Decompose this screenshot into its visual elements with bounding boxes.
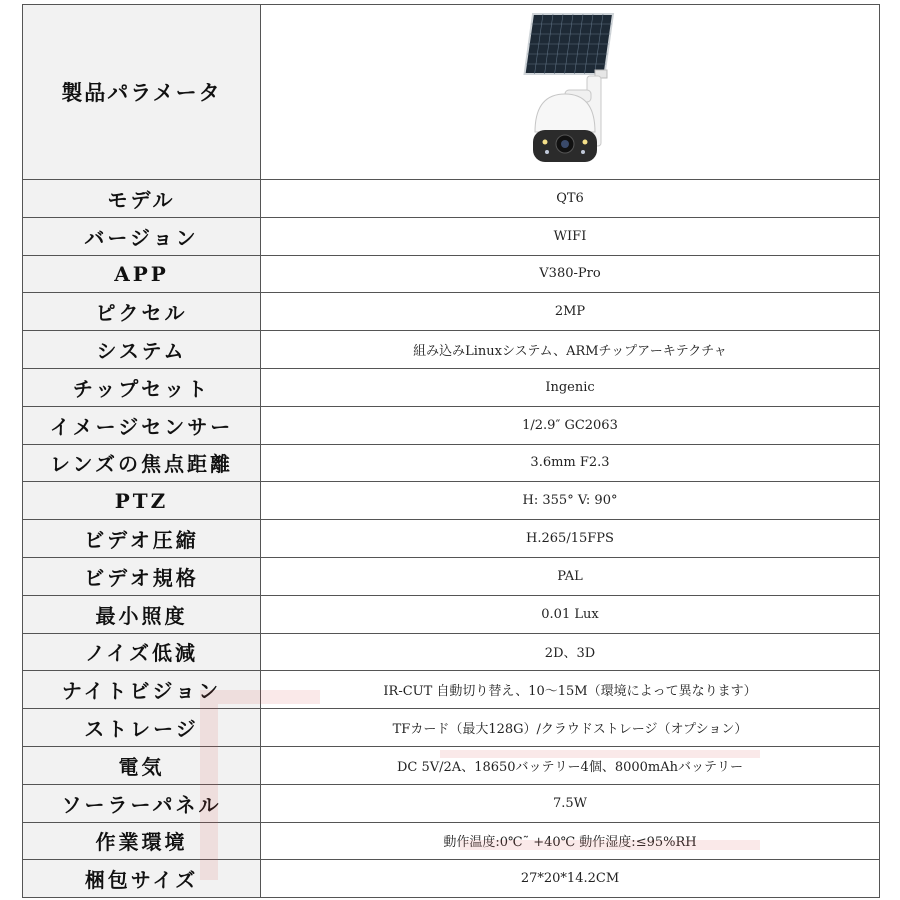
spec-row (23, 709, 880, 747)
spec-row (23, 482, 880, 520)
header-title: 製品パラメータ (23, 5, 261, 180)
spec-label: ナイトビジョン (23, 671, 261, 709)
spec-value: 27*20*14.2CM (261, 860, 880, 898)
spec-label: 最小照度 (23, 595, 261, 633)
spec-label: APP (23, 255, 261, 293)
product-image-cell (261, 5, 880, 180)
spec-label: ストレージ (23, 709, 261, 747)
spec-value: H.265/15FPS (261, 520, 880, 558)
spec-value: PAL (261, 557, 880, 595)
spec-row (23, 180, 880, 218)
spec-label: イメージセンサー (23, 406, 261, 444)
spec-value: 7.5W (261, 784, 880, 822)
spec-row (23, 784, 880, 822)
spec-row (23, 822, 880, 860)
spec-value: 3.6mm F2.3 (261, 444, 880, 482)
header-row (23, 5, 880, 180)
spec-row (23, 520, 880, 558)
spec-label: ビデオ規格 (23, 557, 261, 595)
spec-value: 0.01 Lux (261, 595, 880, 633)
spec-row (23, 444, 880, 482)
spec-row (23, 860, 880, 898)
spec-row (23, 746, 880, 784)
spec-table (22, 4, 880, 898)
spec-value: WIFI (261, 217, 880, 255)
spec-row (23, 255, 880, 293)
spec-value: IR-CUT 自動切り替え、10～15M（環境によって異なります） (261, 671, 880, 709)
spec-row (23, 595, 880, 633)
spec-value: V380-Pro (261, 255, 880, 293)
spec-label: バージョン (23, 217, 261, 255)
spec-label: ソーラーパネル (23, 784, 261, 822)
spec-value: QT6 (261, 180, 880, 218)
spec-row (23, 671, 880, 709)
spec-value: H: 355° V: 90° (261, 482, 880, 520)
spec-value: DC 5V/2A、18650バッテリー4個、8000mAhバッテリー (261, 746, 880, 784)
spec-value: Ingenic (261, 368, 880, 406)
spec-row (23, 331, 880, 369)
spec-label: ビデオ圧縮 (23, 520, 261, 558)
spec-value: 1/2.9″ GC2063 (261, 406, 880, 444)
spec-label: 梱包サイズ (23, 860, 261, 898)
spec-row (23, 368, 880, 406)
spec-label: ノイズ低減 (23, 633, 261, 671)
spec-row (23, 633, 880, 671)
spec-label: チップセット (23, 368, 261, 406)
spec-label: 電気 (23, 746, 261, 784)
spec-label: モデル (23, 180, 261, 218)
spec-label: 作業環境 (23, 822, 261, 860)
spec-value: TFカード（最大128G）/クラウドストレージ（オプション） (261, 709, 880, 747)
spec-row (23, 293, 880, 331)
spec-value: 動作温度:0℃˜ +40℃ 動作湿度:≤95%RH (261, 822, 880, 860)
spec-label: レンズの焦点距離 (23, 444, 261, 482)
spec-row (23, 557, 880, 595)
spec-value: 2D、3D (261, 633, 880, 671)
spec-value: 2MP (261, 293, 880, 331)
spec-value: 組み込みLinuxシステム、ARMチップアーキテクチャ (261, 331, 880, 369)
spec-label: システム (23, 331, 261, 369)
spec-row (23, 217, 880, 255)
spec-label: PTZ (23, 482, 261, 520)
spec-label: ピクセル (23, 293, 261, 331)
solar-ptz-camera-image (515, 12, 625, 172)
spec-row (23, 406, 880, 444)
